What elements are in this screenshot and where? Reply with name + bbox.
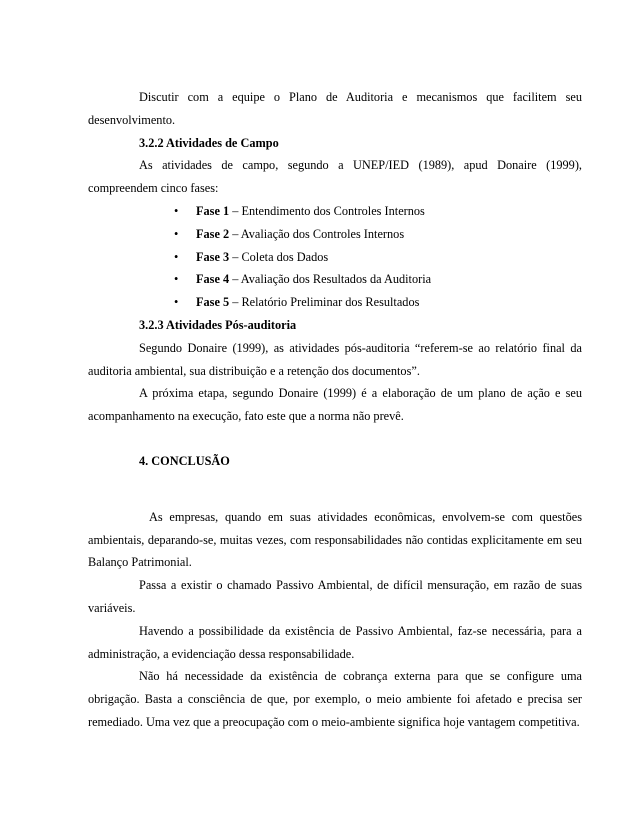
bullet-icon: • — [174, 272, 179, 287]
phase-text: – Entendimento dos Controles Internos — [229, 203, 425, 218]
proxima-etapa-paragraph: A próxima etapa, segundo Donaire (1999) é a elaboração de um plano de ação e seu acompanhamento na execução, fato este que a norma não prevê. — [88, 386, 582, 424]
phase-text: – Avaliação dos Resultados da Auditoria — [229, 272, 432, 287]
bullet-icon: • — [174, 203, 179, 218]
conclusao-paragraph-4: Não há necessidade da existência de cobrança externa para que se configure uma obrigação. Basta a consciência de que, por exemplo, o meio ambiente foi afetado e precisa ser remediado. Uma vez que a preocupação com o meio-ambiente significa hoje vantagem competitiva. — [88, 669, 582, 729]
phase-label: Fase 3 — [196, 249, 230, 264]
phase-text: – Avaliação dos Controles Internos — [229, 226, 405, 241]
heading-atividades-de-campo: 3.2.2 Atividades de Campo — [139, 135, 279, 150]
intro-paragraph: Discutir com a equipe o Plano de Auditoria e mecanismos que facilitem seu desenvolvimento. — [88, 90, 582, 127]
document-page — [88, 86, 582, 734]
phase-label: Fase 2 — [196, 226, 230, 241]
bullet-icon: • — [174, 226, 179, 241]
phase-text: – Relatório Preliminar dos Resultados — [229, 295, 420, 310]
heading-conclusao: 4. CONCLUSÃO — [139, 453, 230, 468]
phase-text: – Coleta dos Dados — [229, 249, 329, 264]
conclusao-paragraph-2: Passa a existir o chamado Passivo Ambiental, de difícil mensuração, em razão de suas variáveis. — [88, 578, 582, 615]
conclusao-paragraph-1: As empresas, quando em suas atividades econômicas, envolvem-se com questões ambientais, deparando-se, muitas vezes, com responsabilidades não contidas explicitamente em seu Balanço Patrimonial. — [88, 509, 582, 570]
list-item — [174, 268, 582, 291]
list-item — [174, 246, 582, 269]
conclusao-paragraph-3: Havendo a possibilidade da existência de Passivo Ambiental, faz-se necessária, para a administração, a evidenciação dessa responsabilidade. — [88, 623, 582, 661]
phase-label: Fase 1 — [196, 203, 230, 218]
heading-atividades-pos-auditoria: 3.2.3 Atividades Pós-auditoria — [139, 317, 297, 332]
campo-paragraph: As atividades de campo, segundo a UNEP/IED (1989), apud Donaire (1999), compreendem cinco fases: — [88, 158, 582, 196]
phase-label: Fase 4 — [196, 272, 230, 287]
list-item — [174, 223, 582, 246]
phases-list — [88, 200, 582, 314]
section-spacer — [88, 473, 582, 506]
bullet-icon: • — [174, 295, 179, 310]
list-item — [174, 200, 582, 223]
phase-label: Fase 5 — [196, 295, 230, 310]
list-item — [174, 291, 582, 314]
pos-auditoria-paragraph: Segundo Donaire (1999), as atividades pós-auditoria “referem-se ao relatório final da auditoria ambiental, sua distribuição e a retenção dos documentos”. — [88, 340, 582, 378]
bullet-icon: • — [174, 249, 179, 264]
